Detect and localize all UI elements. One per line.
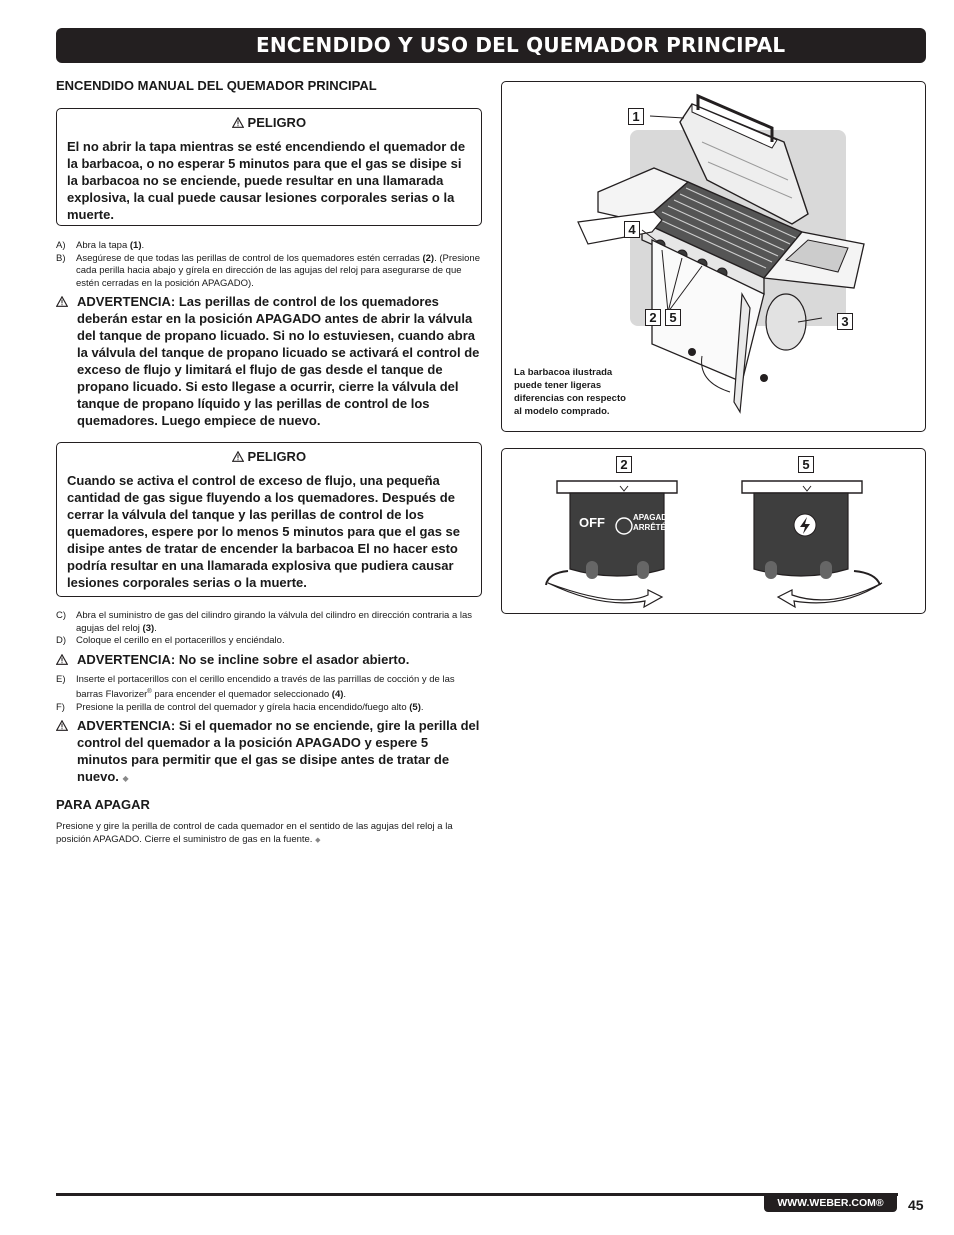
- step-e: E) Inserte el portacerillos con el cerillo encendido a través de las parrillas de cocción y de las barras Flavorizer® para encender el quemador seleccionado (4).: [56, 673, 455, 701]
- website-label: WWW.WEBER.COM®: [764, 1195, 897, 1212]
- end-mark: ◆: [122, 774, 129, 784]
- step-d: D) Coloque el cerillo en el portacerillos y enciéndalo.: [56, 635, 285, 646]
- page-title: ENCENDIDO Y USO DEL QUEMADOR PRINCIPAL: [56, 28, 926, 63]
- callout-2: 2: [645, 309, 661, 326]
- left-column: [56, 78, 482, 847]
- danger-text: Cuando se activa el control de exceso de flujo, una pequeña cantidad de gas sigue fluyendo a los quemadores. Después de cerrar la válvula del tanque y las perillas de control de los quemadores, espere por lo menos 5 minutos para que el gas se disipe antes de tratar de encender la barbacoa El no hacer esto podría resultar en una llamarada explosiva que pudiera causar lesiones corporales serias o la muerte.: [67, 473, 461, 590]
- step-f: F) Presione la perilla de control del quemador y gírela hacia encendido/fuego alto (5).: [56, 701, 424, 713]
- rotate-arrow-icon: [778, 583, 882, 607]
- section-heading-off: PARA APAGAR: [56, 797, 150, 813]
- grill-figure: [501, 81, 926, 432]
- warning-triangle-icon: [56, 720, 68, 731]
- callout-4: 4: [624, 221, 640, 238]
- step-a: A) Abra la tapa (1).: [56, 240, 145, 251]
- warning-3: ADVERTENCIA: Si el quemador no se enciende, gire la perilla del control del quemador a la posición APAGADO y espere 5 minutos para permitir que el gas se disipe antes de tratar de nuevo. ◆: [56, 717, 482, 787]
- warning-triangle-icon: [232, 451, 244, 462]
- page-number: 45: [908, 1197, 924, 1213]
- warning-2: ADVERTENCIA: No se incline sobre el asador abierto.: [56, 651, 482, 668]
- section-heading: ENCENDIDO MANUAL DEL QUEMADOR PRINCIPAL: [56, 78, 377, 93]
- callout-3: 3: [837, 313, 853, 330]
- end-mark: ◆: [315, 836, 321, 844]
- knob-illustration: [502, 449, 926, 614]
- danger-text: El no abrir la tapa mientras se esté encendiendo el quemador de la barbacoa, o no esperar 5 minutos para que el gas se disipe si la barbacoa no se enciende, puede resultar en una llamarada explosiva, la cual puede causar lesiones corporales serias o la muerte.: [67, 139, 466, 222]
- knob-figure: [501, 448, 926, 614]
- knob-apagado-label: APAGADO ARRÊTÉ: [633, 513, 674, 532]
- rotate-arrow-icon: [548, 583, 662, 607]
- knob-off-label: OFF: [579, 515, 605, 530]
- figure-caption: La barbacoa ilustrada puede tener ligeras diferencias con respecto al modelo comprado.: [514, 367, 626, 417]
- step-c: C) Abra el suministro de gas del cilindro girando la válvula del cilindro en dirección contraria a las agujas del reloj (3).: [56, 610, 473, 634]
- danger-title: PELIGRO: [247, 115, 307, 130]
- warning-1: ADVERTENCIA: Las perillas de control de los quemadores deberán estar en la posición APAGADO antes de abrir la válvula del tanque de propano licuado. Si no lo estuviesen, cuando abra la válvula del tanque de propano licuado se activará el control de exceso de flujo y limitará el flujo de gas desde el tanque de propano licuado. Si esto llegase a ocurrir, cierre la válvula del tanque de propano líquido y las perillas de control de los quemadores. Luego empiece de nuevo.: [56, 293, 482, 429]
- warning-triangle-icon: [56, 654, 68, 665]
- callout-5: 5: [798, 456, 814, 473]
- shutdown-text: Presione y gire la perilla de control de cada quemador en el sentido de las agujas del reloj a la posición APAGADO. Cierre el suministro de gas en la fuente. ◆: [56, 821, 453, 845]
- warning-triangle-icon: [232, 117, 244, 128]
- warning-triangle-icon: [56, 296, 68, 307]
- callout-1: 1: [628, 108, 644, 125]
- danger-box-1: [56, 108, 482, 226]
- danger-box-2: [56, 442, 482, 597]
- step-b: B) Asegúrese de que todas las perillas de control de los quemadores estén cerradas (2). (Presione cada perilla hacia abajo y gírela en dirección de las agujas del reloj para asegurarse de que estén cerradas en la posición APAGADO).: [56, 252, 480, 289]
- danger-title: PELIGRO: [247, 449, 307, 464]
- callout-2: 2: [616, 456, 632, 473]
- callout-5: 5: [665, 309, 681, 326]
